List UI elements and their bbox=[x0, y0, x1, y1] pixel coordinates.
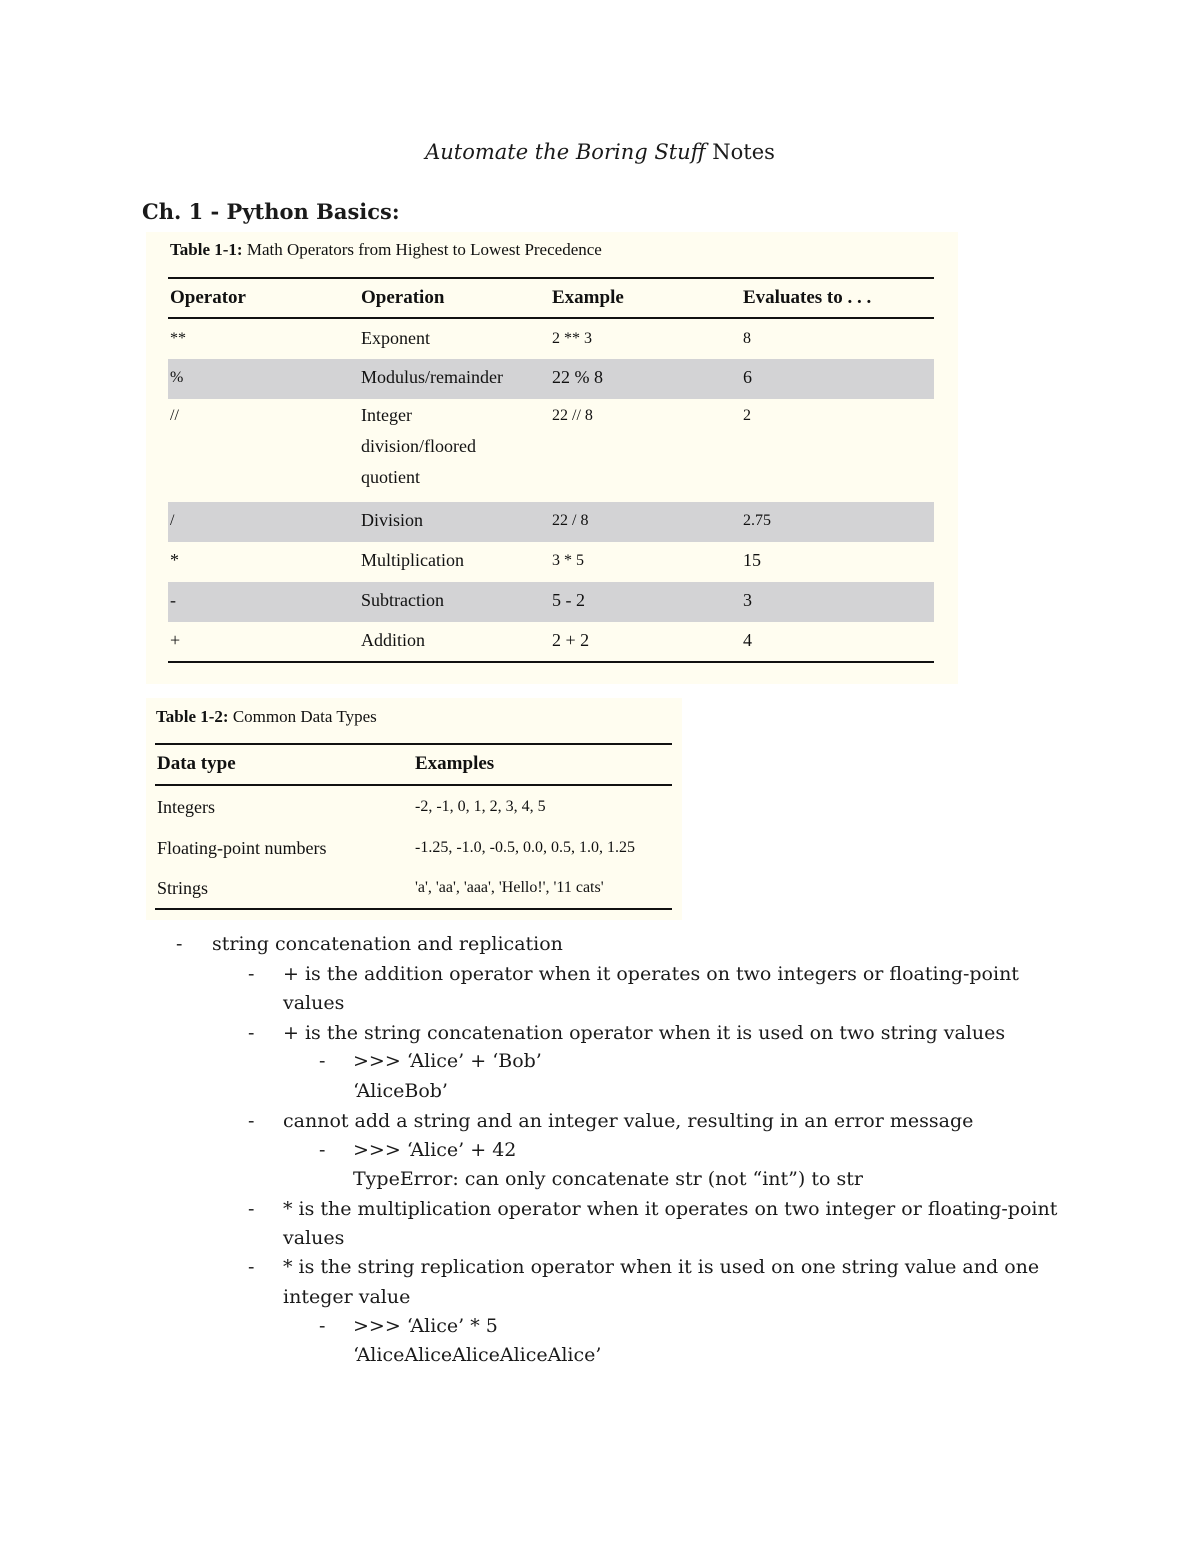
cell: 22 % 8 bbox=[552, 367, 603, 387]
cell: * bbox=[170, 550, 179, 570]
caption-text: Math Operators from Highest to Lowest Precedence bbox=[242, 240, 602, 259]
cell: 4 bbox=[743, 630, 752, 650]
table-row bbox=[168, 359, 934, 399]
code-example: >>> ‘Alice’ + 42 bbox=[353, 1139, 517, 1161]
document-title bbox=[0, 140, 1200, 164]
table-row bbox=[155, 835, 672, 865]
code-output: TypeError: can only concatenate str (not “int”) to str bbox=[353, 1168, 863, 1190]
cell: 2 ** 3 bbox=[552, 330, 592, 347]
bullet-dash: - bbox=[176, 933, 183, 955]
table-row bbox=[155, 794, 672, 824]
cell: ** bbox=[170, 330, 186, 347]
bullet-dash: - bbox=[319, 1315, 326, 1337]
table-caption bbox=[156, 707, 377, 727]
cell: + bbox=[170, 630, 181, 650]
cell: -1.25, -1.0, -0.5, 0.0, 0.5, 1.0, 1.25 bbox=[415, 839, 635, 856]
bullet-dash: - bbox=[248, 963, 255, 985]
bullet-dash: - bbox=[319, 1050, 326, 1072]
cell: 8 bbox=[743, 330, 751, 347]
bullet-dash: - bbox=[248, 1022, 255, 1044]
list-item-continuation: values bbox=[283, 1227, 345, 1249]
cell: 5 - 2 bbox=[552, 590, 585, 610]
bullet-dash: - bbox=[319, 1139, 326, 1161]
table-caption bbox=[170, 240, 602, 260]
list-item: * is the string replication operator when it is used on one string value and one bbox=[283, 1256, 1040, 1278]
header-cell: Examples bbox=[415, 753, 495, 774]
code-output: ‘AliceAliceAliceAliceAlice’ bbox=[353, 1344, 602, 1366]
bullet-dash: - bbox=[248, 1256, 255, 1278]
list-item: * is the multiplication operator when it operates on two integer or floating-point bbox=[283, 1198, 1058, 1220]
table-header-row bbox=[155, 751, 672, 781]
cell: 22 // 8 bbox=[552, 407, 593, 424]
cell: 2 bbox=[743, 407, 751, 424]
bullet-dash: - bbox=[248, 1198, 255, 1220]
cell: Subtraction bbox=[361, 590, 444, 610]
title-italic: Automate the Boring Stuff bbox=[425, 140, 706, 164]
cell: -2, -1, 0, 1, 2, 3, 4, 5 bbox=[415, 798, 546, 815]
cell: // bbox=[170, 407, 179, 424]
caption-label: Table 1-2: bbox=[156, 707, 229, 726]
table-row bbox=[168, 582, 934, 622]
table-row bbox=[168, 323, 934, 359]
header-rule bbox=[155, 784, 672, 786]
cell: / bbox=[170, 512, 175, 529]
table-row bbox=[155, 875, 672, 905]
cell: 'a', 'aa', 'aaa', 'Hello!', '11 cats' bbox=[415, 879, 604, 896]
cell: Strings bbox=[157, 878, 209, 898]
code-output: ‘AliceBob’ bbox=[353, 1080, 448, 1102]
data-types-table bbox=[146, 698, 682, 920]
cell: Division bbox=[361, 510, 424, 530]
cell: 2.75 bbox=[743, 512, 771, 529]
list-item: string concatenation and replication bbox=[212, 933, 563, 955]
cell: 2 + 2 bbox=[552, 630, 590, 650]
cell: 6 bbox=[743, 367, 752, 387]
cell: Floating-point numbers bbox=[157, 838, 327, 858]
header-cell: Operator bbox=[170, 287, 246, 308]
cell: 15 bbox=[743, 550, 761, 570]
header-cell: Data type bbox=[157, 753, 236, 774]
code-example: >>> ‘Alice’ * 5 bbox=[353, 1315, 498, 1337]
cell: - bbox=[170, 590, 176, 610]
header-cell: Evaluates to . . . bbox=[743, 287, 872, 308]
top-rule bbox=[155, 743, 672, 745]
header-rule bbox=[168, 317, 934, 319]
cell: % bbox=[170, 369, 184, 386]
table-row bbox=[168, 545, 934, 583]
title-rest: Notes bbox=[705, 140, 775, 164]
list-item: + is the addition operator when it operates on two integers or floating-point bbox=[283, 963, 1019, 985]
table-header-row bbox=[168, 282, 934, 316]
table-row bbox=[168, 502, 934, 542]
bottom-rule bbox=[155, 908, 672, 910]
cell: 3 * 5 bbox=[552, 552, 584, 569]
cell: Integer division/floored quotient bbox=[361, 405, 476, 487]
cell: 22 / 8 bbox=[552, 512, 589, 529]
header-cell: Example bbox=[552, 287, 624, 308]
bottom-rule bbox=[168, 661, 934, 663]
list-item-continuation: integer value bbox=[283, 1286, 411, 1308]
code-example: >>> ‘Alice’ + ‘Bob’ bbox=[353, 1050, 542, 1072]
list-item: + is the string concatenation operator when it is used on two string values bbox=[283, 1022, 1006, 1044]
math-operators-table bbox=[146, 232, 958, 684]
cell: 3 bbox=[743, 590, 752, 610]
top-rule bbox=[168, 277, 934, 279]
table-row bbox=[168, 625, 934, 661]
table-row bbox=[168, 400, 934, 500]
cell: Multiplication bbox=[361, 550, 464, 570]
bullet-dash: - bbox=[248, 1110, 255, 1132]
caption-label: Table 1-1: bbox=[170, 240, 243, 259]
header-cell: Operation bbox=[361, 287, 445, 308]
cell: Modulus/remainder bbox=[361, 367, 503, 387]
list-item: cannot add a string and an integer value, resulting in an error message bbox=[283, 1110, 974, 1132]
cell: Exponent bbox=[361, 328, 430, 348]
list-item-continuation: values bbox=[283, 992, 345, 1014]
cell: Addition bbox=[361, 630, 426, 650]
chapter-heading: Ch. 1 - Python Basics: bbox=[142, 199, 400, 224]
caption-text: Common Data Types bbox=[228, 707, 377, 726]
cell: Integers bbox=[157, 797, 215, 817]
